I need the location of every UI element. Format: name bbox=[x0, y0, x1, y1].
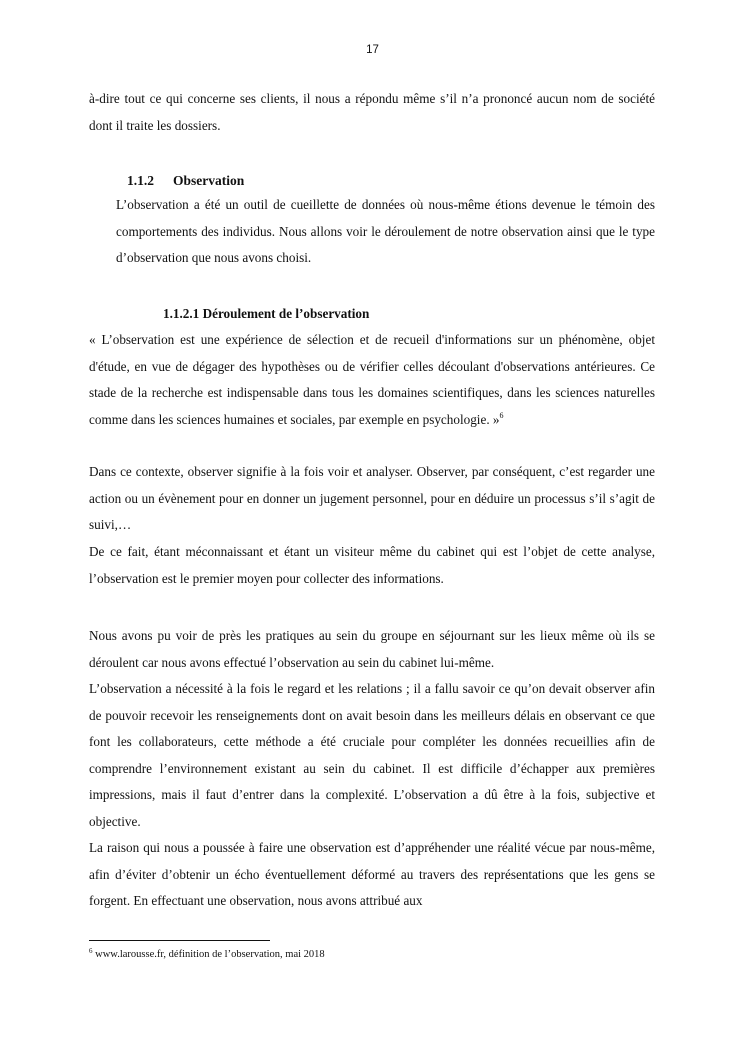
context-paragraph: Dans ce contexte, observer signifie à la fois voir et analyser. Observer, par conséquent, c’est regarder une action ou un évènement pour en donner un jugement personnel, pour en déduire un processus s’il s’agit de suivi,… bbox=[89, 464, 655, 532]
footnote bbox=[89, 948, 325, 962]
intro-paragraph: à-dire tout ce qui concerne ses clients, il nous a répondu même s’il n’a prononcé aucun nom de société dont il traite les dossiers. bbox=[89, 91, 655, 133]
footnote-marker: 6 bbox=[89, 947, 93, 955]
subsection-heading-1-1-2-1: 1.1.2.1 Déroulement de l’observation bbox=[163, 306, 370, 321]
observation-paragraph: L’observation a été un outil de cueillette de données où nous-même étions devenue le témoin des comportements des individus. Nous allons voir le déroulement de notre observation ainsi que le type d’observation que nous avons choisi. bbox=[116, 197, 655, 265]
method-paragraph: L’observation a nécessité à la fois le regard et les relations ; il a fallu savoir ce qu’on devait observer afin de pouvoir recevoir les renseignements dont on avait besoin dans les meilleurs délais en observant ce que font les collaborateurs, cette méthode a été cruciale pour compléter les données recueillies afin de comprendre l’environnement existant au sein du cabinet. Il est difficile d’échapper aux premières impressions, mais il faut d’entrer dans la complexité. L’observation a dû être à la fois, subjective et objective. bbox=[89, 681, 655, 829]
section-heading-1-1-2 bbox=[127, 171, 244, 191]
practices-paragraph: Nous avons pu voir de près les pratiques au sein du groupe en séjournant sur les lieux même où ils se déroulent car nous avons effectué l’observation au sein du cabinet lui-même. bbox=[89, 628, 655, 670]
page-number: 17 bbox=[366, 44, 379, 56]
reason-paragraph: La raison qui nous a poussée à faire une observation est d’appréhender une réalité vécue par nous-même, afin d’éviter d’obtenir un écho éventuellement déformé au travers des représentations que les gens se forgent. En effectuant une observation, nous avons attribué aux bbox=[89, 840, 655, 908]
footnote-reference: 6 bbox=[499, 410, 504, 420]
section-title: Observation bbox=[173, 173, 245, 188]
quote-text: « L’observation est une expérience de sélection et de recueil d'informations sur un phénomène, objet d'étude, en vue de dégager des hypothèses ou de vérifier celles découlant d'observations antérieures. Ce stade de la recherche est indispensable dans tous les domaines scientifiques, dans les sciences naturelles comme dans les sciences humaines et sociales, par exemple en psychologie. » bbox=[89, 332, 655, 427]
footnote-separator bbox=[89, 940, 270, 941]
quote-paragraph bbox=[89, 327, 655, 433]
footnote-text: www.larousse.fr, définition de l’observation, mai 2018 bbox=[92, 949, 325, 960]
section-number: 1.1.2 bbox=[127, 173, 154, 188]
fact-paragraph: De ce fait, étant méconnaissant et étant un visiteur même du cabinet qui est l’objet de cette analyse, l’observation est le premier moyen pour collecter des informations. bbox=[89, 544, 655, 586]
